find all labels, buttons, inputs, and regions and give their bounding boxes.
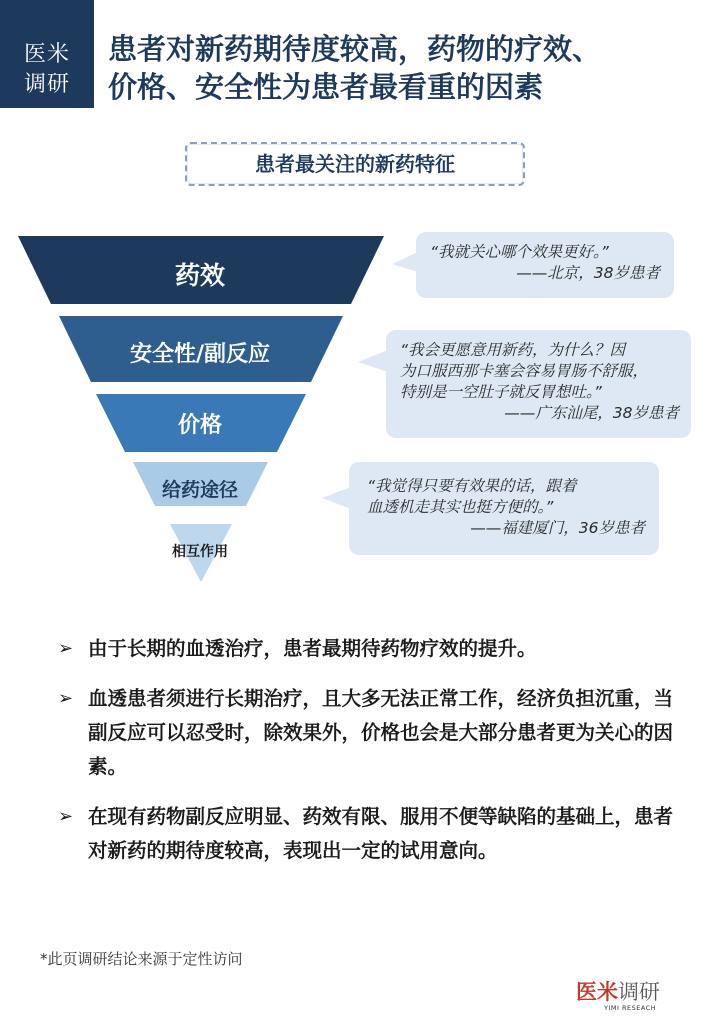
section-title: 患者最关注的新药特征 [255, 152, 455, 176]
list-item-text: 在现有药物副反应明显、药效有限、服用不便等缺陷的基础上，患者对新药的期待度较高，表现出一定的试用意向。 [88, 805, 674, 862]
page-title-line1: 患者对新药期待度较高，药物的疗效、 [108, 32, 602, 66]
logo-dark-text: 调研 [618, 980, 660, 1004]
quote-text: 血透机走其实也挺方便的。” [367, 498, 554, 516]
footnote: *此页调研结论来源于定性访问 [40, 950, 243, 968]
list-item [58, 800, 678, 868]
key-findings-list [58, 632, 678, 884]
page-title-line2: 价格、安全性为患者最看重的因素 [108, 70, 544, 104]
logo-subtitle: YIMI RESEACH [604, 1004, 657, 1012]
funnel-label-safety: 安全性/副反应 [129, 342, 271, 367]
quote-bubble-shanwei [386, 330, 691, 438]
funnel-label-efficacy: 药效 [174, 261, 225, 290]
funnel-label-route: 给药途径 [161, 479, 238, 501]
arrow-bullet-icon: ➢ [58, 806, 74, 827]
brand-tag-line2: 调研 [23, 72, 70, 97]
brand-logo [576, 980, 686, 1016]
arrow-bullet-icon: ➢ [58, 688, 74, 709]
logo-red-text: 医米 [576, 980, 618, 1004]
quote-bubble-beijing [416, 232, 674, 298]
list-item-text: 由于长期的血透治疗，患者最期待药物疗效的提升。 [88, 637, 537, 660]
quote-source: ——福建厦门，36岁患者 [470, 519, 645, 537]
quote-text: “我就关心哪个效果更好。” [430, 243, 609, 261]
quote-text: “我觉得只要有效果的话，跟着 [367, 477, 577, 495]
quote-text: 特别是一空肚子就反胃想吐。” [400, 383, 602, 401]
funnel-label-price: 价格 [177, 413, 222, 438]
funnel-label-interaction: 相互作用 [172, 544, 228, 560]
list-item [58, 682, 678, 784]
quote-source: ——北京，38岁患者 [516, 264, 660, 282]
logo-wordmark [576, 980, 660, 1004]
quote-source: ——广东汕尾，38岁患者 [504, 404, 679, 422]
quote-text: “我会更愿意用新药，为什么？因 [400, 341, 626, 359]
list-item-text: 血透患者须进行长期治疗，且大多无法正常工作，经济负担沉重，当副反应可以忍受时，除效果外，价格也会是大部分患者更为关心的因素。 [88, 687, 674, 778]
arrow-bullet-icon: ➢ [58, 638, 74, 659]
quote-text: 为口服西那卡塞会容易胃肠不舒服， [400, 362, 649, 380]
brand-tag-line1: 医米 [23, 42, 70, 67]
quote-bubble-xiamen [349, 462, 659, 555]
list-item [58, 632, 678, 666]
